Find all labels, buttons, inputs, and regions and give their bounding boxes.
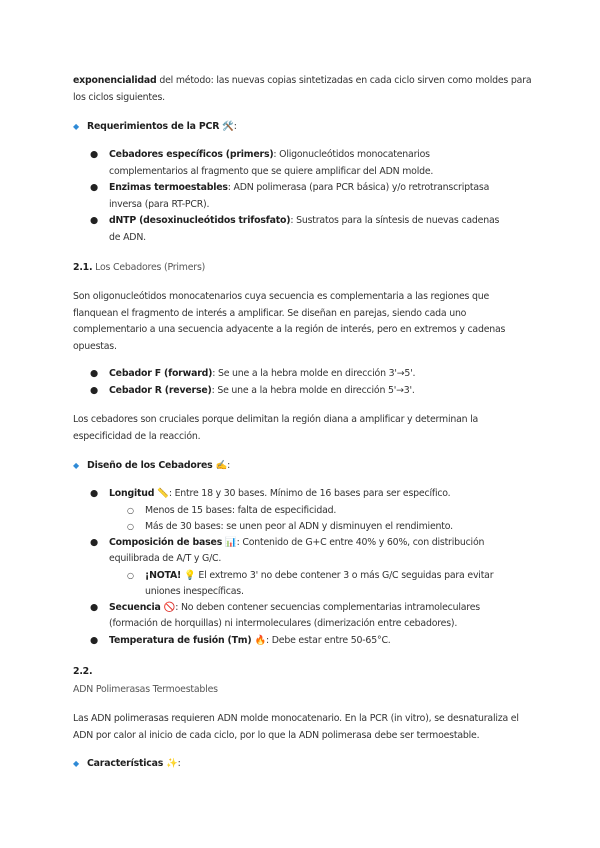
list-item xyxy=(0,366,509,383)
bullet-dot-icon: ● xyxy=(90,488,98,499)
item-text: : Debe estar entre 50-65°C. xyxy=(266,634,391,646)
diamond-bullet-icon: ◆ xyxy=(73,461,79,470)
item-text: : ADN polimerasa (para PCR básica) y/o retrotranscriptasa inversa (para RT-PCR). xyxy=(109,182,490,210)
diamond-bullet-icon: ◆ xyxy=(73,122,79,131)
item-term: Cebador F (forward) xyxy=(109,368,213,379)
bullet-dot-icon: ● xyxy=(90,149,98,160)
sub-item-text: Más de 30 bases: se unen peor al ADN y disminuyen el rendimiento. xyxy=(145,520,453,532)
paragraph-exponencialidad xyxy=(73,73,533,106)
bullet-dot-icon: ● xyxy=(90,601,98,613)
list-item-longitud xyxy=(0,486,509,503)
item-text: : Contenido de G+C entre 40% y 60%, con distribución equilibrada de A/T y G/C. xyxy=(109,536,485,564)
diamond-bullet-icon: ◆ xyxy=(73,759,79,768)
bullet-dot-icon: ● xyxy=(90,368,98,379)
sublist-item xyxy=(0,568,515,600)
sublist-wrapper xyxy=(0,503,520,535)
bold-term: exponencialidad xyxy=(73,75,157,86)
item-term: Enzimas termoestables xyxy=(109,182,228,193)
sub-item-text: El extremo 3' no debe contener 3 o más G/C seguidas para evitar uniones inespecíficas. xyxy=(145,569,494,597)
paragraph-oligonucleotidos: Son oligonucleótidos monocatenarios cuya secuencia es complementaria a las regiones que flanquean el fragmento de interés a amplificar. Se diseñan en parejas, siendo cada uno complementario a una secuencia adyacente a la región de interés, pero en extremos y cadenas opuestas. xyxy=(73,291,506,352)
section-heading-2-1 xyxy=(73,260,533,277)
sublist-item xyxy=(0,519,515,535)
bullet-dot-icon: ● xyxy=(90,182,98,193)
item-term: Longitud 📏 xyxy=(109,488,169,499)
diseno-list xyxy=(0,486,520,649)
sublist-item xyxy=(0,503,515,519)
item-term: Composición de bases 📊 xyxy=(109,536,237,548)
subheading-caracteristicas xyxy=(73,756,533,773)
subheading-diseno xyxy=(73,458,533,475)
note-term: ¡NOTA! 💡 xyxy=(145,569,196,581)
item-text: : Entre 18 y 30 bases. Mínimo de 16 bases para ser específico. xyxy=(168,488,451,499)
list-item-composicion xyxy=(0,535,509,568)
section-heading-2-2-number xyxy=(73,664,533,681)
list-item-temperatura xyxy=(0,633,509,650)
paragraph-adn-polimerasas: Las ADN polimerasas requieren ADN molde monocatenario. En la PCR (in vitro), se desnaturaliza el ADN por calor al inicio de cada ciclo, por lo que la ADN polimerasa debe ser termoestable. xyxy=(73,713,519,741)
sublist-wrapper xyxy=(0,568,520,600)
list-item xyxy=(0,180,509,213)
item-term: Temperatura de fusión (Tm) 🔥 xyxy=(109,634,266,646)
item-term: dNTP (desoxinucleótidos trifosfato) xyxy=(109,215,291,226)
circle-bullet-icon: ○ xyxy=(127,521,134,531)
subheading-colon: : xyxy=(233,121,237,132)
subheading-title: Diseño de los Cebadores ✍️ xyxy=(87,460,228,471)
subheading-requerimientos xyxy=(73,119,533,136)
item-text: : Se une a la hebra molde en dirección 5'→3'. xyxy=(211,384,415,396)
subheading-colon: : xyxy=(227,460,231,471)
section-number: 2.1. xyxy=(73,262,93,273)
composicion-sublist xyxy=(0,568,520,600)
list-item xyxy=(0,147,509,180)
requirements-list xyxy=(0,147,509,246)
item-term: Cebador R (reverse) xyxy=(109,384,212,396)
item-text: : Sustratos para la síntesis de nuevas cadenas de ADN. xyxy=(109,215,500,243)
section-title: Los Cebadores (Primers) xyxy=(92,262,206,273)
section-number: 2.2. xyxy=(73,666,93,677)
list-item xyxy=(0,383,509,400)
section-heading-2-2-title xyxy=(73,682,533,699)
item-term: Cebadores específicos (primers) xyxy=(109,149,274,160)
circle-bullet-icon: ○ xyxy=(127,505,134,515)
subheading-title: Características ✨ xyxy=(87,758,178,769)
bullet-dot-icon: ● xyxy=(90,634,98,646)
subheading-colon: : xyxy=(177,758,181,769)
item-text: : No deben contener secuencias complementarias intramoleculares (formación de horquillas) ni intermoleculares (dimerización entre cebadores). xyxy=(109,601,480,629)
bullet-dot-icon: ● xyxy=(90,536,98,548)
longitud-sublist xyxy=(0,503,520,535)
item-text: : Oligonucleótidos monocatenarios complementarios al fragmento que se quiere amplificar del ADN molde. xyxy=(109,149,434,177)
list-item xyxy=(0,213,509,246)
paragraph-text: del método: las nuevas copias sintetizadas en cada ciclo sirven como moldes para los ciclos siguientes. xyxy=(73,75,532,103)
paragraph-cebadores-cruciales: Los cebadores son cruciales porque delimitan la región diana a amplificar y determinan la especificidad de la reacción. xyxy=(73,414,479,442)
list-item-secuencia xyxy=(0,600,509,633)
subheading-title: Requerimientos de la PCR 🛠️ xyxy=(87,121,234,132)
cebadores-list xyxy=(0,366,509,399)
item-term: Secuencia 🚫 xyxy=(109,601,176,613)
sub-item-text: Menos de 15 bases: falta de especificidad. xyxy=(145,504,337,516)
item-text: : Se une a la hebra molde en dirección 3'→5'. xyxy=(212,368,416,379)
section-title: ADN Polimerasas Termoestables xyxy=(73,684,218,695)
bullet-dot-icon: ● xyxy=(90,384,98,396)
circle-bullet-icon: ○ xyxy=(127,570,134,580)
bullet-dot-icon: ● xyxy=(90,215,98,226)
